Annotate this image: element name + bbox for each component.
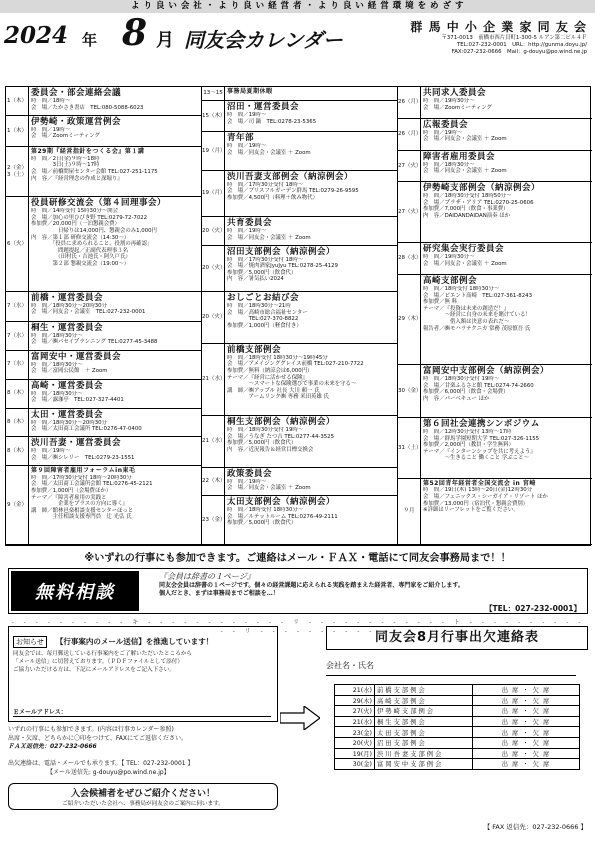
inst-line-1: いずれの行事にも参加できます。(内容は行事カレンダー参照)	[8, 726, 174, 733]
entry-content	[423, 183, 590, 219]
recruit-text: ご紹介いただいた会社へ、事務局が同友会のご案内に伺います。	[62, 801, 224, 807]
title-nen: 年	[82, 31, 98, 49]
entry-content	[227, 469, 395, 492]
attendance-date: 23(金)	[335, 727, 375, 738]
notice-heading: 【行事案内のメール送信】を推進しています！	[55, 637, 214, 646]
attendance-choice[interactable]: 出 席 ・ 欠 席	[473, 759, 580, 770]
entry-content	[227, 345, 395, 401]
attendance-date: 20(火)	[335, 737, 375, 748]
attendance-meeting: 前 橋 支 部 例 会	[375, 685, 473, 696]
attendance-choice[interactable]: 出 席 ・ 欠 席	[473, 706, 580, 717]
entry-body: 時 間／18時30分～20時30分 会 場／同友会・会議室 TEL:027-232-0001	[31, 302, 146, 316]
attendance-choice[interactable]: 出 席 ・ 欠 席	[473, 695, 580, 706]
free-consult-logo: 無料相談	[11, 571, 139, 611]
recruit-box	[8, 783, 278, 810]
entry-title: 沼田・運営委員会	[227, 102, 300, 113]
entry-body: 時 間／19時～ 会 場／同友会・会議室 ＋ Zoom	[227, 228, 311, 241]
org-tel-url: TEL:027-232-0001 URL：http://gunma.doyu.jp/	[457, 42, 587, 49]
entry-title: 高崎支部例会	[423, 275, 478, 286]
entry-date: 27（火）	[398, 151, 421, 182]
attendance-meeting: 沼 田 支 部 例 会	[375, 737, 473, 748]
entry-content	[227, 218, 395, 241]
entry-title: 富岡安中支部例会（納涼例会）	[423, 365, 550, 376]
entry-title: 障害者雇用委員会	[423, 151, 496, 162]
entry-title: 委員会・部会連絡会議	[31, 88, 122, 98]
entry-date: 31（土）	[398, 418, 421, 478]
entry-content	[423, 88, 590, 111]
title-year: 2024	[4, 22, 69, 49]
schedule-entry	[202, 292, 397, 344]
entry-date: 29（木）	[398, 275, 421, 364]
email-address-field[interactable]: Ｅメールアドレス：	[13, 707, 271, 717]
title-month: 8	[122, 12, 148, 54]
entry-date: 8（木）	[6, 437, 29, 465]
attendance-date: 19(月)	[335, 748, 375, 759]
entry-body: 時 間／2日(金)９時～18時 3日(土)９時～17時 会 場／前橋問屋センター会館 TEL:027-251-1175 内 容／『経営理念の作成と深堀り』	[31, 155, 158, 182]
schedule-entry	[6, 87, 201, 116]
entry-body: 時 間／19時30分～ 会 場／同友会・会議室 ＋ Zoom	[423, 254, 507, 267]
attendance-title: 同友会8月行事出欠連絡表	[326, 626, 588, 650]
entry-title: 桐生・運営委員会	[31, 322, 104, 333]
notice-label: お知らせ	[13, 636, 47, 648]
entry-title: 太田・運営委員会	[31, 409, 104, 420]
entry-date: 7（水）	[6, 322, 29, 350]
schedule-entry	[202, 101, 397, 132]
entry-title: 第29期『経営指針をつくる会』第１講	[31, 148, 145, 156]
entry-title: 共同求人委員会	[423, 88, 487, 98]
entry-body: 時 間／18時30分受付 19時～ 会 場／うなぎ たつ吉 TEL:0277-44-3525 参加費／5,000円（飲食代） 内 容／近況報告＆経営目標交換会	[227, 426, 335, 453]
entry-date: 1（木）	[6, 87, 29, 115]
schedule-entry	[398, 151, 592, 183]
email-notice-box	[8, 626, 278, 722]
entry-date: 23（金）	[202, 496, 225, 544]
slogan-text: よ り 良 い 会 社 ・ よ り 良 い 経 営 者 ・ よ り 良 い 経 営 環 境 を め ざ す	[131, 1, 464, 11]
entry-content	[227, 88, 395, 96]
entry-content	[423, 419, 590, 462]
entry-date: 7（水）	[6, 292, 29, 321]
entry-body: 時 間／19時30分～ 会 場／Zoomミーティング	[423, 98, 492, 111]
entry-body: 時 間／18時30分～ 会 場／富岡公民館 ＋ Zoom	[31, 361, 108, 375]
arrow-right-icon	[280, 706, 320, 730]
schedule-entry	[6, 437, 201, 466]
attendance-row	[335, 737, 580, 748]
org-name: 群 馬 中 小 企 業 家 同 友 会	[410, 20, 587, 34]
schedule-entry	[202, 496, 397, 545]
entry-body: 時 間／17時30分受付 18時～ 会 場／焼肉酒家JyuJyu TEL:0278-25-4129 参加費／5,000円（飲食代） 内 容／暑気払い2024	[227, 256, 338, 283]
entry-body: 時 間／19日(木) 13時～20日(金)12時30分 会 場／フェニックス・シーガイア・リゾート ほか 参加費／13,000円（宿泊代・懇親会費別） ※詳細はリーフレットをご覧ください。	[423, 487, 548, 514]
entry-title: 広報委員会	[423, 119, 469, 130]
slogan-banner	[0, 0, 595, 13]
entry-body: 時 間／17時30分受付 18時～20時30分 会 場／太田商工会議所会館 TEL:0276-45-2121 参加費／1,000円（会場費ほか） テーマ／『障害者雇用の実践と 企業をプラスの方向に導く』 講 師／館林邑楽相談支援センターほっと 主任相談支援専門員 辻 光弘 氏	[31, 474, 153, 521]
attendance-choice[interactable]: 出 席 ・ 欠 席	[473, 727, 580, 738]
entry-content	[31, 467, 199, 521]
left-panel	[8, 626, 278, 810]
entry-content	[31, 438, 199, 461]
attendance-meeting: 太 田 支 部 例 会	[375, 727, 473, 738]
entry-date: 15（木）	[202, 101, 225, 131]
org-info	[391, 18, 587, 57]
attendance-date: 27(火)	[335, 706, 375, 717]
entry-body: 時 間／18時30分受付 19時～ 会 場／甘楽ふるさと館 TEL:0274-74-2660 参加費／6,000円（飲食・会場費） 内 容／バーベキュー ほか	[423, 375, 534, 402]
schedule-entry	[6, 197, 201, 291]
entry-title: 政策委員会	[227, 468, 273, 479]
attendance-row	[335, 727, 580, 738]
entry-content	[31, 198, 199, 267]
attendance-row	[335, 706, 580, 717]
entry-date: 8（木）	[6, 380, 29, 408]
notice-body: 同友会では、毎月郵送している行事案内をご了解いただいたところから 「メール送信」に切替えております。（ＰＤＦファイルとして添付） ご協力いただける方は、下記にメールアドレスをご記入下さい。	[13, 651, 193, 673]
entry-content	[423, 244, 590, 267]
schedule-entry	[398, 365, 592, 418]
entry-date: 6（火）	[6, 197, 29, 290]
entry-title: 第52回青年経営者全国交流会 in 宮崎	[423, 479, 536, 487]
entry-date: 30（金）	[398, 365, 421, 417]
schedule-entry	[6, 292, 201, 322]
org-address: 〒371-0013 前橋市西片貝町1-300-5 ルアン第二ビル４Ｆ	[441, 35, 587, 41]
attendance-date: 21(水)	[335, 685, 375, 696]
entry-title: 役員研修交流会（第４回理事会）	[31, 198, 167, 209]
entry-title: 渋川吾妻支部例会（納涼例会）	[227, 171, 354, 182]
schedule-entry	[398, 243, 592, 275]
inst-line-5: 【メール送信先: g-douyu@po.wind.ne.jp】	[8, 768, 170, 776]
entry-body: 時 間／18時30分～21時 会 場／高崎市総合福祉センター TEL:027-370-8822 参加費／1,000円（軽食付き）	[227, 303, 308, 329]
entry-body: 時 間／18時受付 18時30分～19時45分 会 場／アメイジンググレイス前橋 TEL:027-210-7722 参加費／無料（納涼会は6,000円） テーマ／『経営に活かせる保険』 ～スマートな保険選びで事業の未来を守る～ 講 師／㈱アップル 社長 大川 頼一 氏 アームリンク㈱ 専務 米田英雄 氏	[227, 354, 364, 401]
schedule-entry	[202, 344, 397, 416]
page-title	[4, 14, 384, 54]
company-name-field[interactable]: 会社名・氏名	[326, 660, 576, 676]
schedule-entry	[6, 116, 201, 147]
entry-title: 共育委員会	[227, 218, 273, 229]
entry-title: 伊勢崎支部例会（納涼例会）	[423, 183, 541, 194]
entry-title: 前橋支部例会	[227, 344, 282, 355]
entry-date: 9（金）	[6, 466, 29, 544]
entry-body: 時 間／17時30分受付 18時～ 会 場／ブリスフルガーデン群馬 TEL:0279-26-9595 参加費／4,500円（料理＋飲み物代）	[227, 181, 359, 202]
entry-title: 研究集会実行委員会	[423, 244, 505, 255]
entry-date: 8（木）	[6, 409, 29, 437]
entry-title: 前橋・運営委員会	[31, 292, 104, 303]
entry-content	[31, 88, 199, 111]
entry-date: 7（水）	[6, 351, 29, 379]
title-name: 同友会カレンダー	[184, 28, 343, 52]
attendance-date: 21(水)	[335, 716, 375, 727]
entry-title: 高崎・運営委員会	[31, 380, 104, 391]
entry-date: 27（火）	[398, 182, 421, 242]
entry-title: 青年部	[227, 133, 255, 144]
entry-date: 20（火）	[202, 217, 225, 244]
schedule-entry	[202, 468, 397, 496]
entry-date: 22（木）	[202, 468, 225, 495]
schedule-column-3	[398, 87, 592, 545]
title-getsu: 月	[156, 30, 174, 51]
entry-date: ９月	[398, 479, 421, 544]
entry-content	[31, 381, 199, 404]
entry-date: 28（水）	[398, 243, 421, 274]
entry-body: 時 間／19時～ 会 場／Zoomミーティング	[31, 126, 100, 140]
entry-content	[423, 152, 590, 175]
cut-line: - - - - - - - - - - キ - - - - - - - - - - - - リ - - - - - - - - - - - - ト - - - - - - - - - - - - リ - - - - - - - - - -	[11, 619, 585, 635]
entry-title: 富岡安中・運営委員会	[31, 351, 122, 362]
attendance-table	[334, 684, 580, 770]
entry-title: 桐生支部例会（納涼例会）	[227, 416, 336, 427]
attendance-meeting: 高 崎 支 部 例 会	[375, 695, 473, 706]
entry-body: 時 間／19時～ 会 場／司 鍋 TEL:0278-23-5365	[227, 112, 317, 125]
schedule-entry	[398, 479, 592, 545]
schedule-entry	[6, 147, 201, 197]
entry-content	[227, 102, 395, 125]
free-consult-text: 同友会会員は辞書の１ページです。個々の経営課題に応えられる実践を踏まえた経営者、専門家をご紹介します。 個人だとき、まずは事務局までご相談を…！	[159, 582, 464, 597]
entry-date: 26（月）	[398, 119, 421, 150]
attendance-choice[interactable]: 出 席 ・ 欠 席	[473, 737, 580, 748]
entry-body: 時 間／18時30分～ 会 場／同友会・会議室 ＋ Zoom	[423, 161, 507, 175]
entry-content	[227, 247, 395, 283]
entry-body: 時 間／18時30分受付 18時50分～ 会 場／プラザ・アリア TEL:0270-25-0606 参加費／7,000円（飲食・事業費） 内 容／DAIDANDAIDAN演奏 ほか	[423, 193, 534, 220]
entry-content	[227, 172, 395, 202]
entry-date: 26（月）	[398, 87, 421, 118]
participation-notice: ※いずれの行事にも参加できます。ご連絡はメール・ＦＡＸ・電話にて同友会事務局まで！！	[84, 553, 511, 564]
entry-date: 19（月）	[202, 171, 225, 216]
schedule-entry	[202, 87, 397, 101]
entry-body: 時 間／19時～ 会 場／同友会・会議室 ＋ Zoom	[423, 129, 507, 143]
attendance-meeting: 伊 勢 崎 支 部 例 会	[375, 706, 473, 717]
entry-title: 伊勢崎・政策運営例会	[31, 116, 122, 127]
attendance-choice[interactable]: 出 席 ・ 欠 席	[473, 716, 580, 727]
schedule-entry	[398, 275, 592, 365]
attendance-choice[interactable]: 出 席 ・ 欠 席	[473, 748, 580, 759]
free-consult-tagline: 『会員は辞書の１ページ』	[159, 572, 255, 581]
entry-body: 時 間／14時受付 15時30分～開会 会 場／加心の里ひびき野 TEL:0279-72-7022 参加費／20,000円（一泊懇親会費） 日帰りは14,000円、懇親会のみ1,000円 内 容／第１部 研修交流会（14:30～） 「役員に求められること、役割の再確認」 問題提起／正副代表理事３名 （田村氏・吉池氏・阿久戸氏） 第２部 懇親交流会（19:00～）	[31, 208, 157, 267]
entry-date: 13～15	[202, 87, 225, 100]
entry-body: 時 間／18時～ 会 場／たかさき書店 TEL:080-5088-6023	[31, 98, 144, 111]
schedule-entry	[202, 246, 397, 292]
entry-body: 時 間／18時30分～ 会 場／㈱パセイプランニング TEL:0277-45-3488	[31, 332, 158, 346]
entry-content	[423, 276, 590, 332]
entry-content	[31, 117, 199, 140]
free-consult-tel: 【TEL：027-232-0001】	[485, 604, 581, 613]
entry-body: 時 間／19時～ 会 場／㈱シレリー TEL:0279-23-1551	[31, 448, 135, 461]
entry-content	[423, 480, 590, 514]
entry-body: 時 間／18時受付 18時30分～ 会 場／ビエント高崎 TEL:027-361-8243 参加費／無 料 テーマ／『投資は未来の創造だ！』 ～経営に自身の未来を賭けている！ 借入額は決意の表れだ～ 報告者／㈱モハラテクニカ 常務 茂原慎吾 氏	[423, 285, 533, 332]
entry-date: 2（金） 3（土）	[6, 147, 29, 196]
entry-content	[227, 293, 395, 329]
org-fax-mail: FAX:027-232-0666 Mail：g-douyu@po.wind.ne.jp	[451, 49, 587, 56]
attendance-meeting: 渋 川 吾 妻 支 部 例 会	[375, 748, 473, 759]
entry-date: 20（火）	[202, 246, 225, 291]
schedule-table	[5, 86, 591, 546]
entry-body: 時 間／18時30分～ 会 場／露珈亭 TEL:027-327-4401	[31, 390, 124, 404]
entry-content	[31, 293, 199, 316]
entry-title: 第６回社会連携シンポジウム	[423, 418, 540, 429]
schedule-entry	[6, 409, 201, 438]
schedule-entry	[202, 171, 397, 217]
schedule-entry	[398, 119, 592, 151]
schedule-entry	[202, 416, 397, 468]
entry-date: 19（月）	[202, 132, 225, 170]
free-consult-box	[8, 568, 588, 614]
schedule-entry	[6, 351, 201, 380]
entry-date: 1（木）	[6, 116, 29, 146]
attendance-date: 29(木)	[335, 695, 375, 706]
entry-body: 時 間／19時～ 会 場／同友会・会議室 ＋ Zoom	[227, 143, 311, 156]
attendance-meeting: 富 岡 安 中 支 部 例 会	[375, 759, 473, 770]
inst-line-2: 出席・欠席、どちらかに〇印をつけて、FAXにてご返信ください。	[8, 734, 187, 742]
entry-title: 太田支部例会（納涼例会）	[227, 496, 336, 507]
attendance-form	[326, 626, 588, 770]
schedule-entry	[398, 418, 592, 479]
attendance-row	[335, 748, 580, 759]
entry-content	[31, 352, 199, 375]
schedule-entry	[202, 217, 397, 245]
entry-body: 時 間／18時30分～20時30分 会 場／太田商工会議所 TEL:0276-47-0400	[31, 419, 142, 433]
attendance-row	[335, 695, 580, 706]
attendance-date: 30(金)	[335, 759, 375, 770]
inst-fax: ＦＡＸ返信先：027-232-0666	[8, 743, 97, 750]
entry-content	[227, 133, 395, 156]
entry-title: 渋川吾妻・運営委員会	[31, 438, 122, 449]
entry-content	[423, 366, 590, 402]
schedule-entry	[398, 87, 592, 119]
schedule-entry	[398, 182, 592, 243]
reply-fax: 【 FAX 返信先：027-232-0666 】	[483, 823, 587, 831]
recruit-heading: 入会候補者をぜひご紹介ください！	[70, 789, 215, 799]
schedule-entry	[6, 380, 201, 409]
attendance-choice[interactable]: 出 席 ・ 欠 席	[473, 685, 580, 696]
schedule-entry	[6, 322, 201, 351]
entry-body: 時 間／19時～ 会 場／同友会・会議室 ＋ Zoom	[227, 478, 311, 492]
entry-content	[31, 410, 199, 433]
attendance-meeting: 桐 生 支 部 例 会	[375, 716, 473, 727]
entry-title: おしごとお結び会	[227, 293, 300, 304]
inst-line-4: 出欠連絡は、電話・メールでも承ります。【 TEL：027-232-0001 】	[8, 760, 194, 767]
entry-date: 21（水）	[202, 416, 225, 467]
attendance-row	[335, 685, 580, 696]
entry-body: 時 間／12時30分受付 13時～17時 会 場／群馬学園短期大学 TEL:027-326-1155 参加費／2,000円（教員・学生無料） テーマ／『インターンシップを共に考えよう』 ～生きること 働くこと 学ぶこと～	[423, 428, 540, 462]
entry-title: 沼田支部例会（納涼例会）	[227, 246, 336, 257]
reply-instructions	[8, 726, 278, 777]
entry-content	[423, 120, 590, 143]
schedule-column-2	[202, 87, 398, 545]
entry-content	[31, 148, 199, 182]
entry-content	[227, 497, 395, 527]
schedule-entry	[202, 132, 397, 171]
schedule-column-1	[6, 87, 202, 545]
entry-title: 事務局夏期休暇	[227, 88, 273, 95]
attendance-row	[335, 759, 580, 770]
entry-body: 時 間／18時受付 18時30分～ 会 場／ルテットルーム TEL:0276-49-2111 参加費／5,000円（飲食代）	[227, 506, 338, 527]
entry-title: 第９回障害者雇用フォーラムin東毛	[31, 467, 136, 475]
attendance-row	[335, 716, 580, 727]
entry-date: 21（水）	[202, 344, 225, 415]
entry-content	[31, 323, 199, 346]
schedule-entry	[6, 466, 201, 545]
entry-content	[227, 417, 395, 453]
entry-date: 20（火）	[202, 292, 225, 343]
